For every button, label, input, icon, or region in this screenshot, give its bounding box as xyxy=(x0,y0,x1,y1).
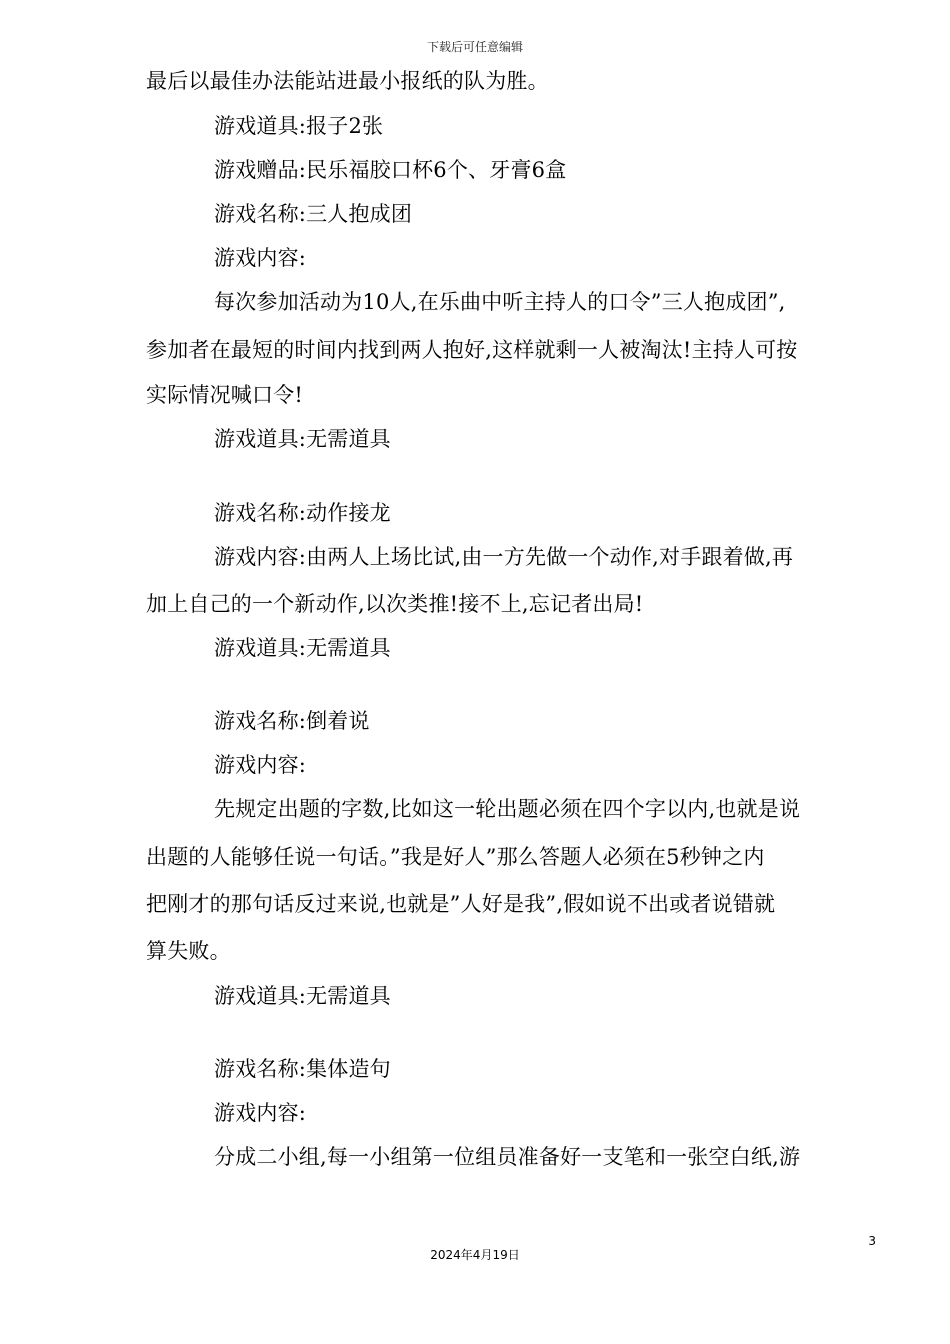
body-line: 游戏内容:由两人上场比试,由一方先做一个动作,对手跟着做,再 xyxy=(214,545,794,569)
body-line: 游戏道具:无需道具 xyxy=(214,636,391,660)
body-line: 出题的人能够任说一句话。”我是好人”那么答题人必须在5秒钟之内 xyxy=(146,845,765,869)
body-line: 游戏名称:三人抱成团 xyxy=(214,202,413,226)
page-number: 3 xyxy=(868,1234,876,1248)
body-line: 游戏道具:无需道具 xyxy=(214,427,391,451)
body-line: 每次参加活动为10人,在乐曲中听主持人的口令”三人抱成团”, xyxy=(214,290,786,314)
body-line: 游戏名称:动作接龙 xyxy=(214,501,391,525)
body-line: 游戏名称:倒着说 xyxy=(214,709,370,733)
body-line: 游戏内容: xyxy=(214,753,307,777)
body-line: 把刚才的那句话反过来说,也就是”人好是我”,假如说不出或者说错就 xyxy=(146,892,776,916)
page-footer-date: 2024年4月19日 xyxy=(430,1248,520,1262)
body-line: 分成二小组,每一小组第一位组员准备好一支笔和一张空白纸,游 xyxy=(214,1145,801,1169)
body-line: 游戏内容: xyxy=(214,246,307,270)
body-line: 加上自己的一个新动作,以次类推!接不上,忘记者出局! xyxy=(146,592,644,616)
body-line: 实际情况喊口令! xyxy=(146,383,304,407)
body-line: 游戏道具:报子2张 xyxy=(214,114,384,138)
body-line: 游戏名称:集体造句 xyxy=(214,1057,391,1081)
page-header: 下载后可任意编辑 xyxy=(426,40,523,54)
body-line: 游戏内容: xyxy=(214,1101,307,1125)
body-line: 参加者在最短的时间内找到两人抱好,这样就剩一人被淘汰!主持人可按 xyxy=(146,338,798,362)
body-line: 最后以最佳办法能站进最小报纸的队为胜。 xyxy=(146,69,549,93)
body-line: 游戏道具:无需道具 xyxy=(214,984,391,1008)
body-line: 先规定出题的字数,比如这一轮出题必须在四个字以内,也就是说 xyxy=(214,797,801,821)
body-line: 游戏赠品:民乐福胶口杯6个、牙膏6盒 xyxy=(214,158,567,182)
body-line: 算失败。 xyxy=(146,939,231,963)
